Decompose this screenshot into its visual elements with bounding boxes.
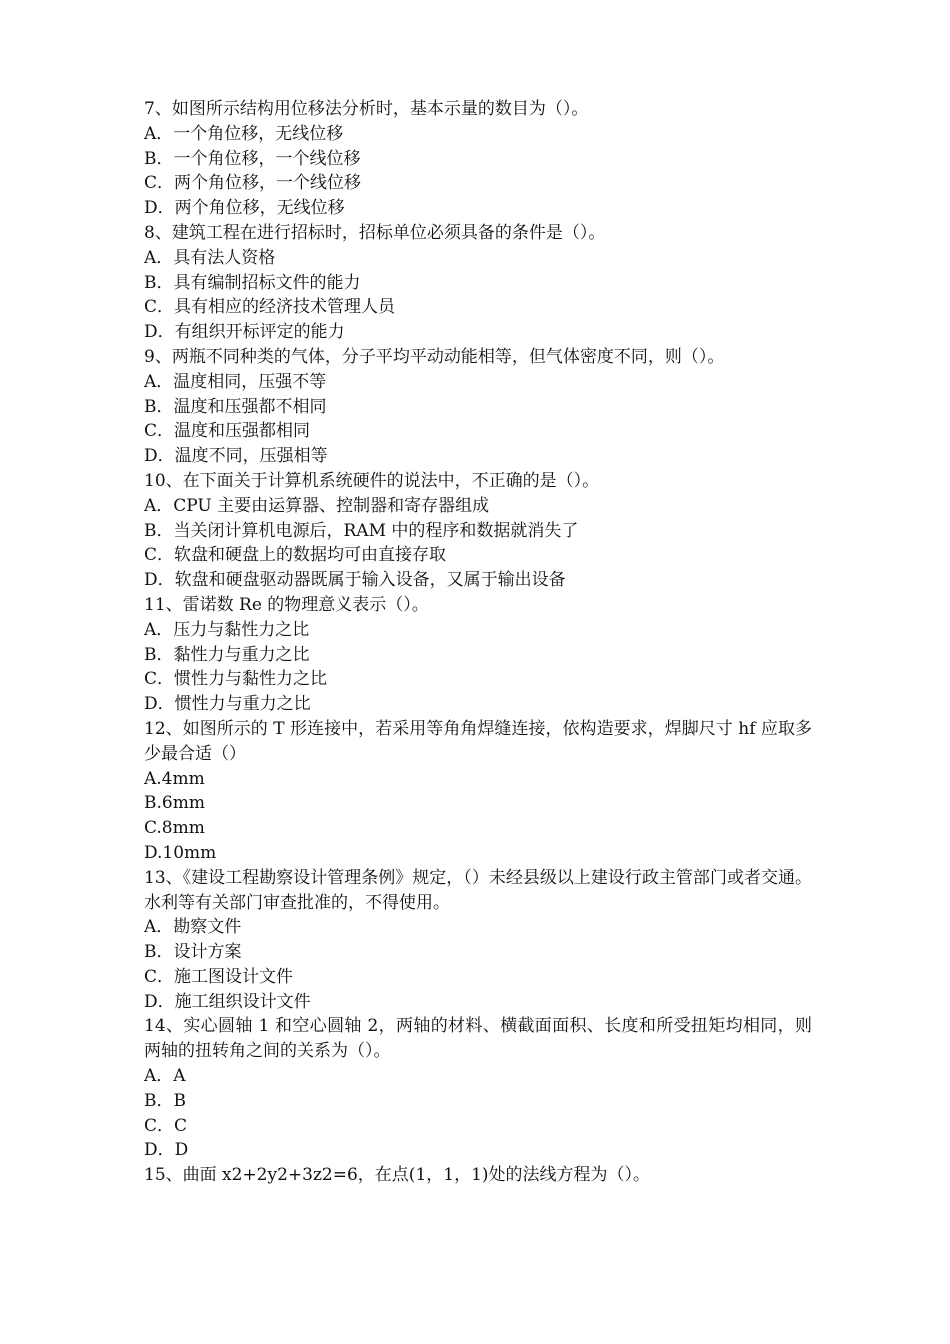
document-body (144, 97, 812, 1188)
option-d: D．软盘和硬盘驱动器既属于输入设备，又属于输出设备 (144, 570, 566, 591)
question-10 (144, 469, 812, 593)
option-b: B．一个角位移，一个线位移 (144, 148, 361, 169)
option-a: A．温度相同，压强不等 (144, 371, 327, 392)
option-b: B．具有编制招标文件的能力 (144, 272, 361, 293)
option-b: B．黏性力与重力之比 (144, 644, 310, 665)
question-text: 7、如图所示结构用位移法分析时，基本示量的数目为（）。 (144, 99, 589, 119)
question-8 (144, 221, 812, 345)
option-b: B.6mm (144, 793, 205, 814)
option-b: B．设计方案 (144, 942, 242, 963)
option-c: C．具有相应的经济技术管理人员 (144, 297, 396, 318)
question-text: 8、建筑工程在进行招标时，招标单位必须具备的条件是（）。 (144, 222, 606, 243)
option-a: A．CPU 主要由运算器、控制器和寄存器组成 (144, 495, 490, 516)
option-a: A．压力与黏性力之比 (144, 619, 310, 640)
question-7 (144, 97, 812, 221)
option-a: A．勘察文件 (144, 917, 242, 938)
option-d: D．有组织开标评定的能力 (144, 322, 345, 343)
option-c: C．惯性力与黏性力之比 (144, 669, 328, 690)
question-15 (144, 1163, 812, 1188)
question-12 (144, 717, 812, 866)
option-c: C．软盘和硬盘上的数据均可由直接存取 (144, 545, 447, 566)
question-9 (144, 345, 812, 469)
option-d: D.10mm (144, 842, 217, 863)
option-b: B．当关闭计算机电源后，RAM 中的程序和数据就消失了 (144, 520, 579, 541)
option-d: D．惯性力与重力之比 (144, 694, 311, 715)
question-text: 15、曲面 x2+2y2+3z2=6，在点(1，1，1)处的法线方程为（）。 (144, 1165, 651, 1186)
question-text: 11、雷诺数 Re 的物理意义表示（）。 (144, 594, 429, 615)
option-a: A．具有法人资格 (144, 247, 276, 268)
question-14 (144, 1014, 812, 1163)
option-c: C.8mm (144, 818, 205, 839)
question-text: 12、如图所示的 T 形连接中，若采用等角角焊缝连接，依构造要求，焊脚尺寸 hf 应取多少最合适（） (144, 718, 812, 764)
option-c: C．C (144, 1115, 188, 1136)
question-text: 9、两瓶不同种类的气体，分子平均平动动能相等，但气体密度不同，则（）。 (144, 346, 725, 367)
option-c: C．温度和压强都相同 (144, 421, 311, 442)
option-d: D．施工组织设计文件 (144, 991, 311, 1012)
option-a: A．一个角位移，无线位移 (144, 123, 344, 144)
option-a: A.4mm (144, 768, 205, 789)
option-d: D．D (144, 1140, 189, 1161)
question-13 (144, 866, 812, 1015)
option-a: A．A (144, 1066, 186, 1087)
question-text: 13、《建设工程勘察设计管理条例》规定，（）未经县级以上建设行政主管部门或者交通。水利等有关部门审查批准的，不得使用。 (144, 867, 812, 913)
question-11 (144, 593, 812, 717)
option-c: C．施工图设计文件 (144, 966, 294, 987)
question-text: 14、实心圆轴 1 和空心圆轴 2，两轴的材料、横截面面积、长度和所受扭矩均相同，则两轴的扭转角之间的关系为（）。 (144, 1016, 812, 1062)
option-c: C．两个角位移，一个线位移 (144, 173, 362, 194)
option-d: D．两个角位移，无线位移 (144, 198, 345, 219)
question-text: 10、在下面关于计算机系统硬件的说法中，不正确的是（）。 (144, 470, 600, 491)
option-b: B．温度和压强都不相同 (144, 396, 327, 417)
option-d: D．温度不同，压强相等 (144, 446, 328, 467)
option-b: B．B (144, 1090, 186, 1111)
